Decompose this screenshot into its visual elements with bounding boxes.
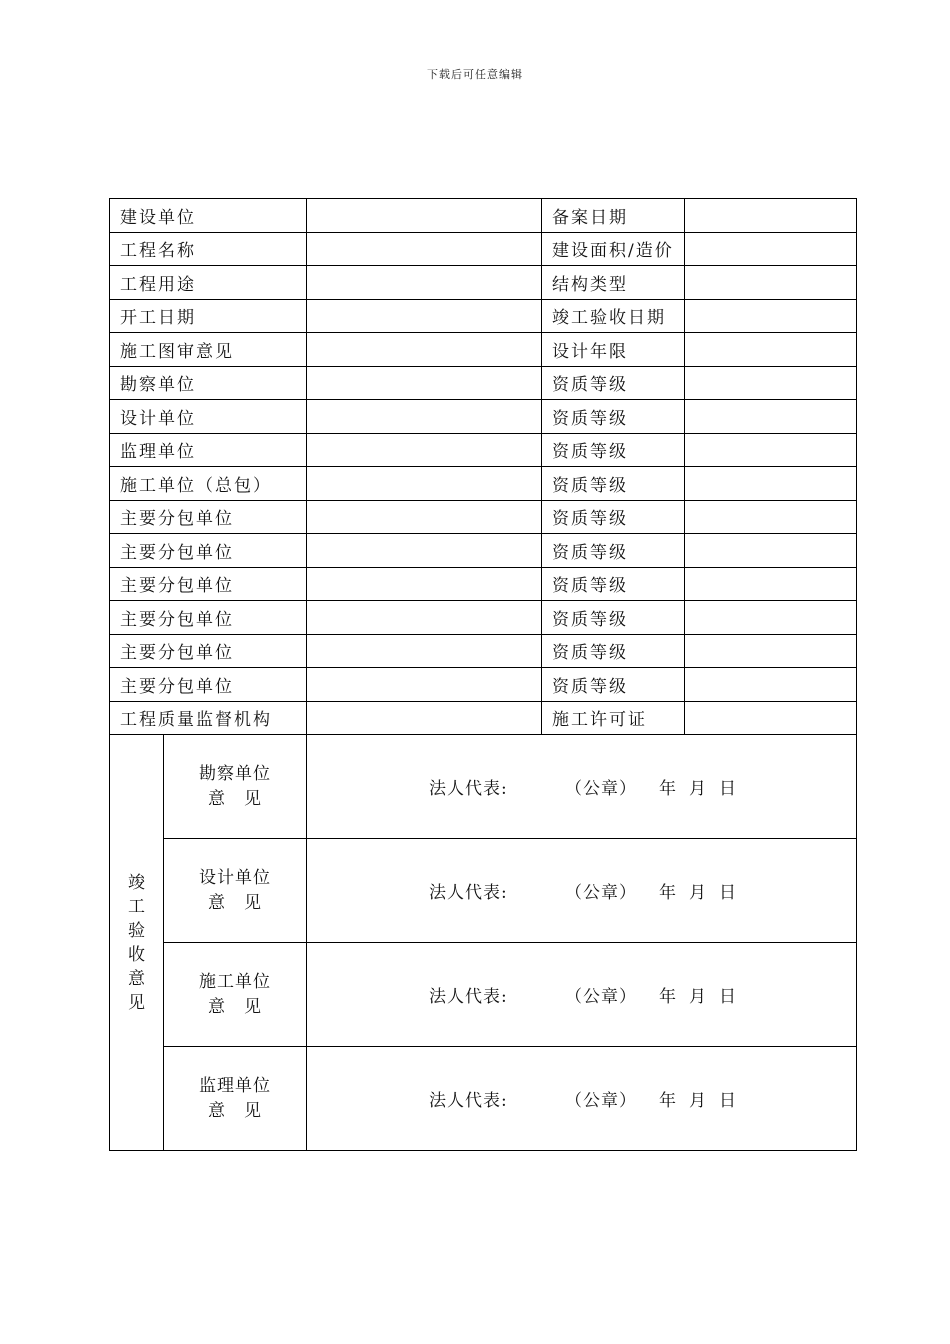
- row-label: 开工日期: [110, 299, 307, 333]
- table-row: [110, 232, 857, 266]
- table-row: [110, 467, 857, 501]
- row-label-2: 资质等级: [542, 601, 685, 635]
- value-cell[interactable]: [685, 400, 857, 434]
- table-row: [110, 567, 857, 601]
- value-cell[interactable]: [685, 567, 857, 601]
- value-cell[interactable]: [685, 601, 857, 635]
- year-label: 年: [659, 779, 677, 799]
- value-cell[interactable]: [685, 500, 857, 534]
- value-cell[interactable]: [685, 534, 857, 568]
- value-cell[interactable]: [685, 433, 857, 467]
- table-row: [110, 701, 857, 735]
- row-label-2: 资质等级: [542, 500, 685, 534]
- value-cell[interactable]: [685, 299, 857, 333]
- official-seal-label: （公章）: [565, 779, 637, 799]
- value-cell[interactable]: [685, 199, 857, 233]
- value-cell[interactable]: [307, 232, 542, 266]
- value-cell[interactable]: [685, 668, 857, 702]
- row-label-2: 资质等级: [542, 668, 685, 702]
- table-row: [110, 601, 857, 635]
- table-row: [110, 634, 857, 668]
- row-label: 主要分包单位: [110, 668, 307, 702]
- row-label: 工程质量监督机构: [110, 701, 307, 735]
- table-row: [110, 433, 857, 467]
- table-row: [110, 366, 857, 400]
- month-label: 月: [689, 1091, 707, 1111]
- value-cell[interactable]: [685, 634, 857, 668]
- row-label: 主要分包单位: [110, 601, 307, 635]
- row-label: 工程名称: [110, 232, 307, 266]
- supervision-unit-opinion-label: 监理单位 意 见: [164, 1047, 307, 1151]
- supervision-unit-opinion-body[interactable]: [307, 1047, 857, 1151]
- value-cell[interactable]: [307, 500, 542, 534]
- official-seal-label: （公章）: [565, 883, 637, 903]
- day-label: 日: [719, 1091, 737, 1111]
- value-cell[interactable]: [685, 366, 857, 400]
- row-label-2: 资质等级: [542, 433, 685, 467]
- opinion-row: [110, 943, 857, 1047]
- value-cell[interactable]: [307, 534, 542, 568]
- value-cell[interactable]: [685, 232, 857, 266]
- official-seal-label: （公章）: [565, 987, 637, 1007]
- side-char: 意: [128, 968, 145, 989]
- row-label-2: 资质等级: [542, 634, 685, 668]
- row-label: 主要分包单位: [110, 500, 307, 534]
- value-cell[interactable]: [685, 333, 857, 367]
- value-cell[interactable]: [307, 634, 542, 668]
- month-label: 月: [689, 987, 707, 1007]
- table-row: [110, 266, 857, 300]
- legal-representative-label: 法人代表:: [429, 1091, 508, 1111]
- row-label-2: 设计年限: [542, 333, 685, 367]
- value-cell[interactable]: [307, 467, 542, 501]
- value-cell[interactable]: [307, 433, 542, 467]
- value-cell[interactable]: [307, 701, 542, 735]
- row-label-2: 资质等级: [542, 467, 685, 501]
- row-label-2: 资质等级: [542, 534, 685, 568]
- row-label: 建设单位: [110, 199, 307, 233]
- value-cell[interactable]: [685, 701, 857, 735]
- signature-line: [307, 982, 856, 1007]
- row-label-2: 备案日期: [542, 199, 685, 233]
- row-label: 主要分包单位: [110, 534, 307, 568]
- year-label: 年: [659, 987, 677, 1007]
- row-label: 施工单位（总包）: [110, 467, 307, 501]
- row-label-2: 资质等级: [542, 567, 685, 601]
- value-cell[interactable]: [307, 333, 542, 367]
- side-char: 工: [128, 896, 145, 917]
- filing-form-table: [109, 198, 857, 1151]
- table-row: [110, 400, 857, 434]
- value-cell[interactable]: [307, 266, 542, 300]
- value-cell[interactable]: [307, 601, 542, 635]
- side-char: 见: [128, 992, 145, 1013]
- day-label: 日: [719, 779, 737, 799]
- value-cell[interactable]: [685, 467, 857, 501]
- value-cell[interactable]: [307, 400, 542, 434]
- survey-unit-opinion-label: 勘察单位 意 见: [164, 735, 307, 839]
- table-row: [110, 333, 857, 367]
- row-label: 施工图审意见: [110, 333, 307, 367]
- table-row: [110, 299, 857, 333]
- signature-line: [307, 878, 856, 903]
- opinion-row: [110, 839, 857, 943]
- table-row: [110, 199, 857, 233]
- official-seal-label: （公章）: [565, 1091, 637, 1111]
- row-label-2: 资质等级: [542, 400, 685, 434]
- day-label: 日: [719, 883, 737, 903]
- value-cell[interactable]: [685, 266, 857, 300]
- table-row: [110, 500, 857, 534]
- acceptance-opinion-side-label: [110, 735, 164, 1151]
- year-label: 年: [659, 1091, 677, 1111]
- month-label: 月: [689, 779, 707, 799]
- row-label: 工程用途: [110, 266, 307, 300]
- signature-line: [307, 774, 856, 799]
- value-cell[interactable]: [307, 366, 542, 400]
- construction-unit-opinion-label: 施工单位 意 见: [164, 943, 307, 1047]
- row-label: 主要分包单位: [110, 634, 307, 668]
- design-unit-opinion-body[interactable]: [307, 839, 857, 943]
- construction-unit-opinion-body[interactable]: [307, 943, 857, 1047]
- legal-representative-label: 法人代表:: [429, 779, 508, 799]
- year-label: 年: [659, 883, 677, 903]
- design-unit-opinion-label: 设计单位 意 见: [164, 839, 307, 943]
- value-cell[interactable]: [307, 567, 542, 601]
- row-label-2: 建设面积/造价: [542, 232, 685, 266]
- table-row: [110, 534, 857, 568]
- opinion-row: [110, 735, 857, 839]
- side-char: 验: [128, 920, 145, 941]
- side-char: 竣: [128, 872, 145, 893]
- day-label: 日: [719, 987, 737, 1007]
- opinion-row: [110, 1047, 857, 1151]
- legal-representative-label: 法人代表:: [429, 987, 508, 1007]
- row-label-2: 竣工验收日期: [542, 299, 685, 333]
- table-row: [110, 668, 857, 702]
- row-label-2: 施工许可证: [542, 701, 685, 735]
- row-label: 设计单位: [110, 400, 307, 434]
- value-cell[interactable]: [307, 299, 542, 333]
- survey-unit-opinion-body[interactable]: [307, 735, 857, 839]
- row-label: 监理单位: [110, 433, 307, 467]
- header-note: 下载后可任意编辑: [427, 68, 523, 81]
- signature-line: [307, 1086, 856, 1111]
- legal-representative-label: 法人代表:: [429, 883, 508, 903]
- side-char: 收: [128, 944, 145, 965]
- value-cell[interactable]: [307, 668, 542, 702]
- row-label-2: 结构类型: [542, 266, 685, 300]
- row-label: 主要分包单位: [110, 567, 307, 601]
- row-label: 勘察单位: [110, 366, 307, 400]
- row-label-2: 资质等级: [542, 366, 685, 400]
- month-label: 月: [689, 883, 707, 903]
- value-cell[interactable]: [307, 199, 542, 233]
